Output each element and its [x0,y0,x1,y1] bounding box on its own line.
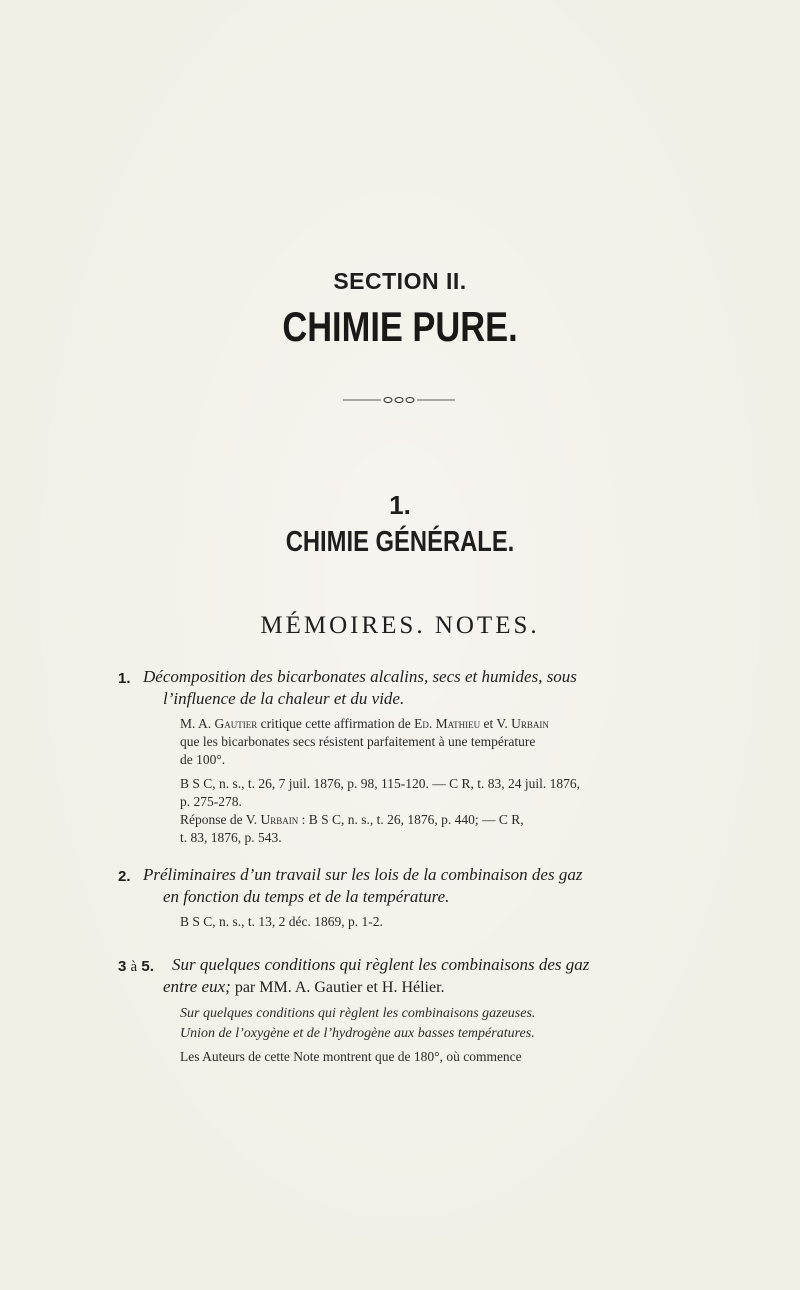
note-line: Union de l’oxygène et de l’hydrogène aux basses températures. [180,1026,535,1041]
entry-title-line: Préliminaires d’un travail sur les lois de la combinaison des gaz [143,865,583,884]
body-line: p. 275-278. [180,794,242,809]
author-name: Urbain [260,812,299,827]
body-line: de 100°. [180,752,226,767]
part-title: CHIMIE PURE. [282,303,518,350]
author-name: Gautier [214,716,258,731]
entry-title-line: en fonction du temps et de la température. [163,887,450,906]
chapter-title: CHIMIE GÉNÉRALE. [285,526,515,558]
entry-number: 2. [118,868,131,885]
body-line: Réponse de V. Urbain : B S C, n. s., t. 26, 1876, p. 440; — C R, [180,812,524,827]
body-line: M. A. Gautier critique cette affirmation de Ed. Mathieu et V. Urbain [180,716,549,731]
body-line: t. 83, 1876, p. 543. [180,830,282,845]
body-line: Les Auteurs de cette Note montrent que de 180°, où commence [180,1049,522,1064]
entry-title-line: entre eux; par MM. A. Gautier et H. Hélier. [163,977,445,996]
entry-title-line: l’influence de la chaleur et du vide. [163,689,405,708]
body-line: B S C, n. s., t. 26, 7 juil. 1876, p. 98, 115-120. — C R, t. 83, 24 juil. 1876, [180,776,581,791]
author-name: Ed. Mathieu [414,716,481,731]
body-line: que les bicarbonates secs résistent parfaitement à une température [180,734,536,749]
ornament-divider [343,396,455,404]
entry-title-line: Sur quelques conditions qui règlent les combinaisons des gaz [172,955,590,974]
entry-number: 1. [118,670,131,687]
entry-title-line: Décomposition des bicarbonates alcalins, secs et humides, sous [143,667,577,686]
section-label: SECTION II. [333,268,467,294]
author-name: Urbain [511,716,549,731]
subheading: MÉMOIRES. NOTES. [260,612,540,639]
body-line: B S C, n. s., t. 13, 2 déc. 1869, p. 1-2. [180,914,383,929]
note-line: Sur quelques conditions qui règlent les combinaisons gazeuses. [180,1006,536,1021]
entry-number-range: 3 à 5. [118,958,154,975]
chapter-number: 1. [389,490,411,520]
